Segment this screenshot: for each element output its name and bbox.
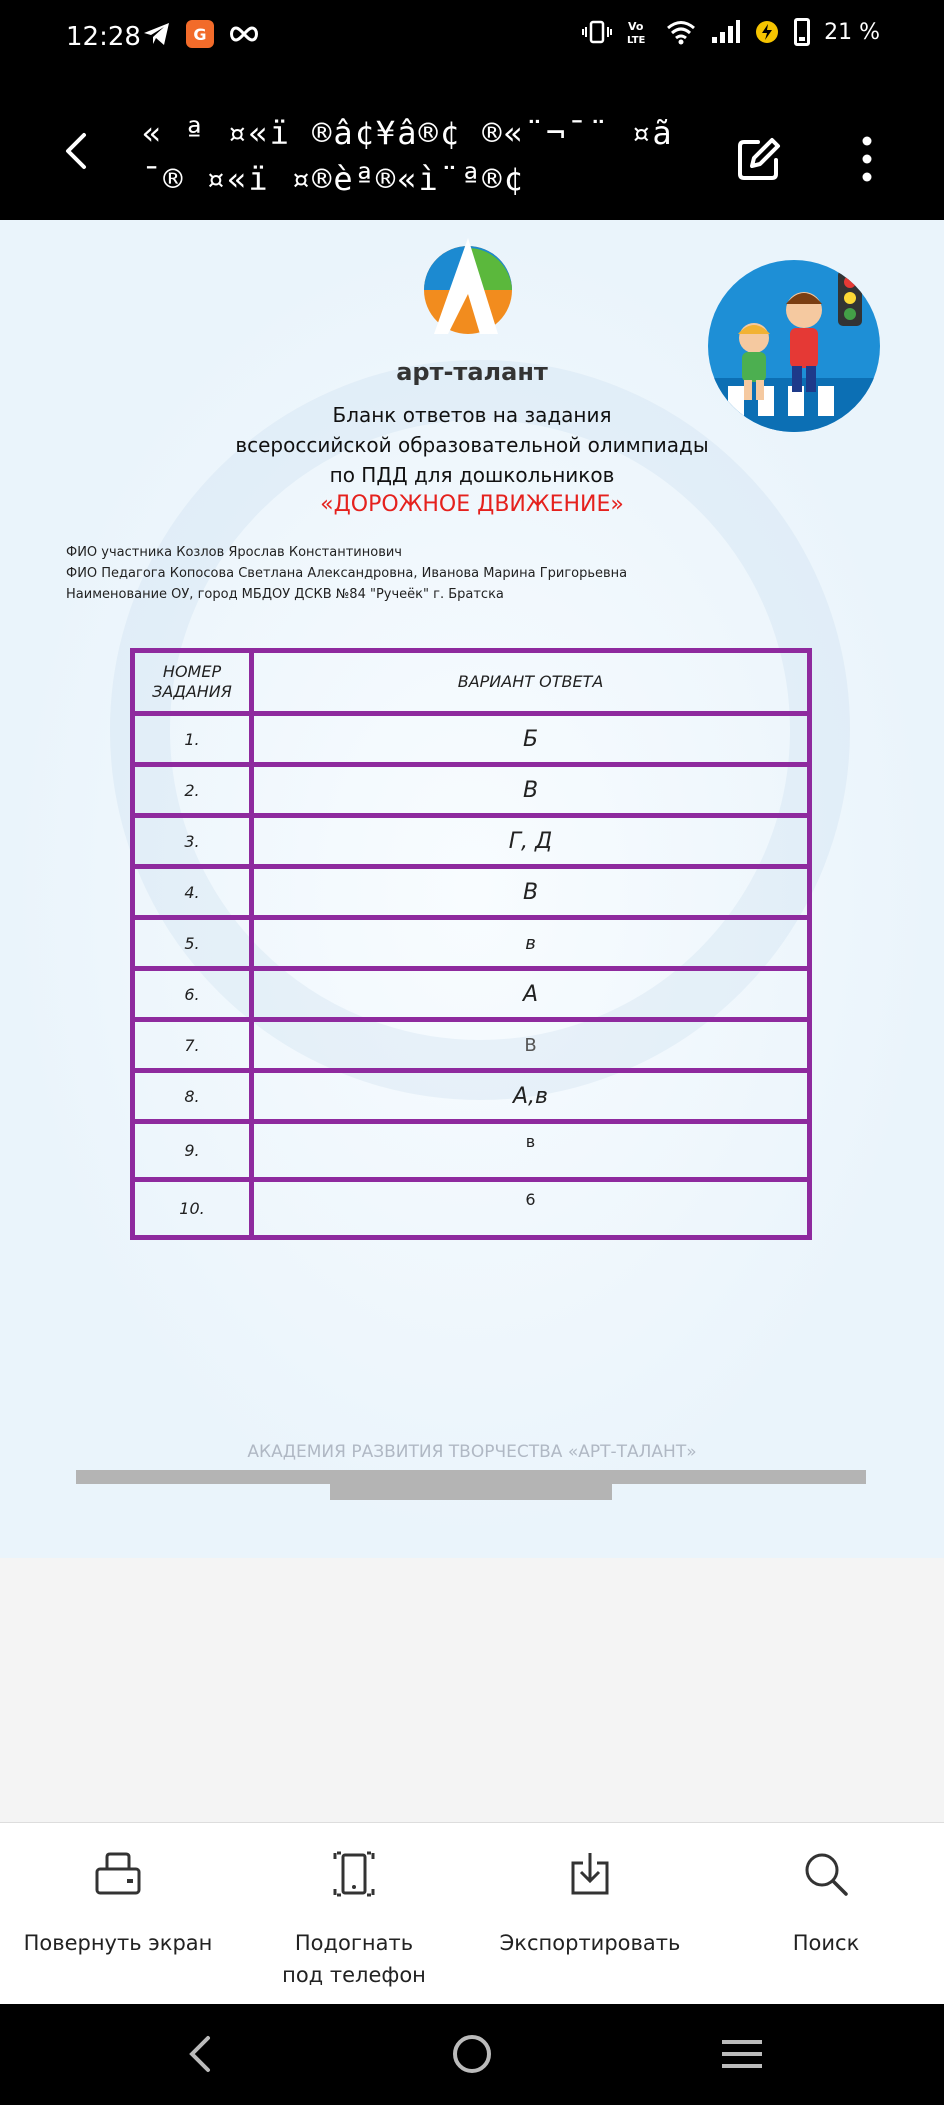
rotate-screen-icon (93, 1849, 143, 1899)
table-row (133, 1122, 810, 1180)
document-viewer[interactable] (0, 220, 944, 1558)
olympiad-name: «ДОРОЖНОЕ ДВИЖЕНИЕ» (320, 492, 624, 517)
export-button[interactable] (472, 1823, 708, 2005)
nav-recents-icon[interactable] (720, 2034, 764, 2074)
svg-text:Vo: Vo (628, 20, 644, 33)
task-answer: в (252, 918, 810, 969)
task-answer: В (252, 867, 810, 918)
export-icon (565, 1849, 615, 1899)
signal-icon (710, 19, 740, 45)
redaction-bar (330, 1484, 612, 1500)
vibrate-icon (582, 19, 612, 45)
document-title: « ª ¤«ï ®â¢¥â®¢ ®«¨¬¯¨ ¤ã ¯® ¤«ï ¤®èª®«ì¨ª®¢ (142, 114, 674, 198)
table-header-row (133, 651, 810, 714)
heading-line: Бланк ответов на задания (332, 403, 612, 427)
nav-home-icon[interactable] (452, 2034, 492, 2074)
task-number: 9. (133, 1122, 252, 1180)
task-number: 1. (133, 714, 252, 765)
status-bar (0, 0, 944, 80)
table-row (133, 765, 810, 816)
battery-saver-icon (754, 19, 780, 45)
organization-name: Наименование ОУ, город МБДОУ ДСКВ №84 "Ручеёк" г. Братска (66, 587, 504, 602)
task-number: 3. (133, 816, 252, 867)
task-number: 8. (133, 1071, 252, 1122)
fit-to-phone-label: Подогнать под телефон (282, 1931, 426, 1987)
telegram-icon (142, 21, 172, 47)
task-answer: в (252, 1122, 810, 1180)
table-header-task-number: НОМЕР ЗАДАНИЯ (133, 651, 252, 714)
table-row (133, 1071, 810, 1122)
table-row (133, 867, 810, 918)
fit-to-phone-button[interactable] (236, 1823, 472, 2005)
table-row (133, 1020, 810, 1071)
fit-to-phone-icon (329, 1849, 379, 1899)
table-row (133, 969, 810, 1020)
table-row (133, 714, 810, 765)
task-number: 4. (133, 867, 252, 918)
heading-line: по ПДД для дошкольников (329, 463, 615, 487)
search-icon (801, 1849, 851, 1899)
app-bar (0, 80, 944, 220)
redaction-bar (76, 1470, 866, 1484)
battery-percent: 21 % (824, 19, 880, 45)
infinity-icon (228, 24, 260, 44)
wifi-icon (666, 19, 696, 45)
status-left-icons (142, 20, 260, 48)
export-label: Экспортировать (499, 1931, 681, 1955)
task-answer: В (252, 1020, 810, 1071)
task-answer: В (252, 765, 810, 816)
answers-table (130, 648, 812, 1240)
participant-info (66, 542, 627, 605)
table-row (133, 1180, 810, 1238)
task-answer: 6 (252, 1180, 810, 1238)
heading-line: всероссийской образовательной олимпиады (235, 433, 709, 457)
task-answer: А,в (252, 1071, 810, 1122)
rotate-screen-button[interactable] (0, 1823, 236, 2005)
academy-footer: АКАДЕМИЯ РАЗВИТИЯ ТВОРЧЕСТВА «АРТ-ТАЛАНТ» (247, 1442, 697, 1462)
task-answer: Б (252, 714, 810, 765)
status-right-icons (582, 18, 880, 46)
table-header-answer: ВАРИАНТ ОТВЕТА (252, 651, 810, 714)
bottom-toolbar (0, 1822, 944, 2005)
task-number: 5. (133, 918, 252, 969)
task-number: 2. (133, 765, 252, 816)
brand-name: арт-талант (396, 358, 548, 386)
g-app-icon: G (186, 20, 214, 48)
kids-crosswalk-illustration (708, 260, 880, 432)
edit-icon[interactable] (736, 136, 782, 182)
more-icon[interactable] (860, 134, 874, 184)
table-row (133, 918, 810, 969)
nav-back-icon[interactable] (184, 2034, 214, 2074)
task-number: 7. (133, 1020, 252, 1071)
rotate-screen-label: Повернуть экран (23, 1931, 213, 1955)
participant-name: ФИО участника Козлов Ярослав Константинович (66, 545, 402, 560)
art-talant-logo-icon (418, 234, 518, 344)
task-answer: Г, Д (252, 816, 810, 867)
search-button[interactable] (708, 1823, 944, 2005)
table-row (133, 816, 810, 867)
task-number: 10. (133, 1180, 252, 1238)
system-nav-bar (0, 2004, 944, 2105)
svg-text:LTE: LTE (627, 35, 646, 46)
status-time: 12:28 (66, 22, 141, 52)
search-label: Поиск (792, 1931, 860, 1955)
document-page (0, 220, 944, 1558)
task-answer: А (252, 969, 810, 1020)
battery-icon (794, 18, 810, 46)
task-number: 6. (133, 969, 252, 1020)
back-icon[interactable] (58, 132, 96, 170)
teacher-name: ФИО Педагога Копосова Светлана Александровна, Иванова Марина Григорьевна (66, 566, 628, 581)
volte-icon (626, 18, 652, 46)
